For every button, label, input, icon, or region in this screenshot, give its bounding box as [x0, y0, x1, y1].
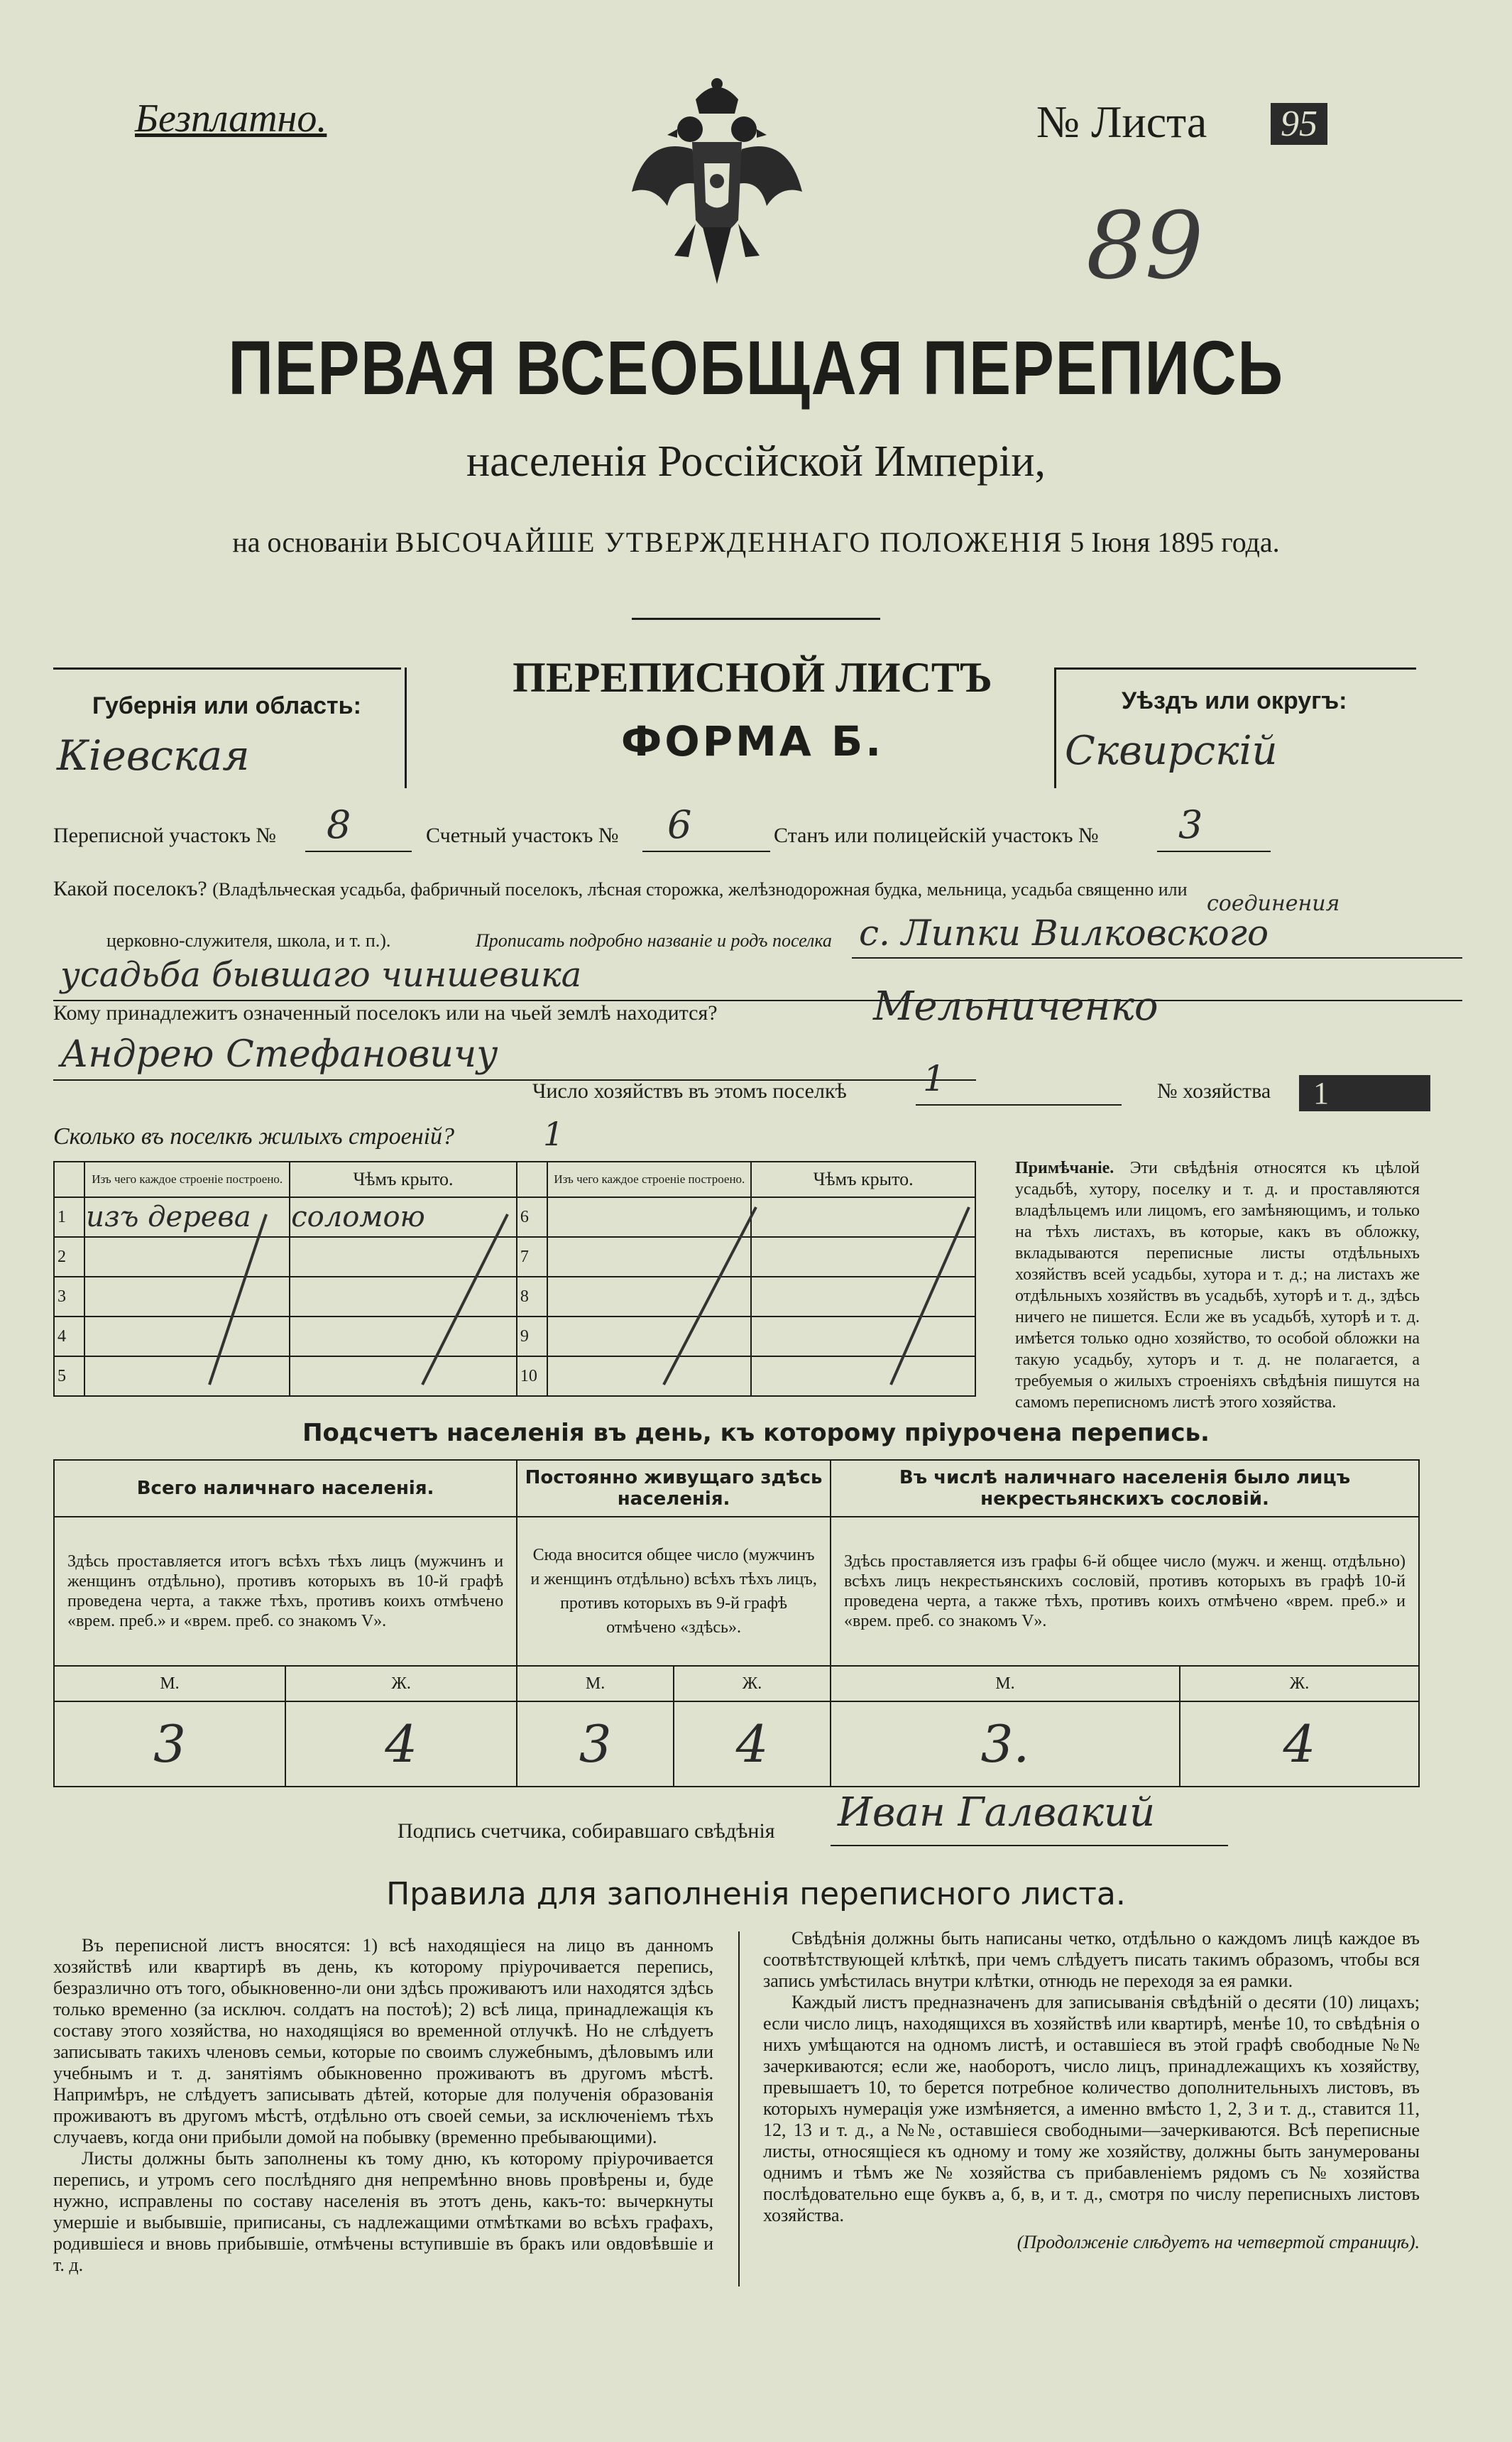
page-subtitle: населенія Россійской Имперіи, [466, 437, 1046, 486]
households-line [916, 1104, 1122, 1106]
summary-col3-desc: Здѣсь проставляется изъ графы 6-й общее число (мужч. и женщ. отдѣльно) всѣхъ лицъ некрестьянскихъ сословій, противъ которыхъ въ графѣ 10-й проведена черта, а также тѣхъ, противъ коихъ отмѣчено «врем. преб.» и «врем. преб. со знакомъ V». [831, 1517, 1419, 1666]
stan-value: 3 [1178, 802, 1203, 847]
rules-left-column [53, 1935, 713, 2276]
owner-label: Кому принадлежитъ означенный поселокъ или на чьей землѣ находится? [53, 1001, 718, 1025]
form-box-right-side [1054, 667, 1056, 788]
row-number: 9 [517, 1317, 548, 1356]
signature-value: Иван Галвакий [838, 1789, 1156, 1836]
row-number: 5 [54, 1356, 84, 1396]
note-text: Эти свѣдѣнія относятся къ цѣлой усадьбѣ, хутору, поселку и т. д. и проставляются владѣльцемъ или лицомъ, его замѣняющимъ, и только на тѣхъ листахъ, въ которые, какъ въ обложку, вкладываются переписные листы отдѣльныхъ хозяйствъ всей усадьбы, хутора и т. д.; на листахъ же отдѣльныхъ хозяйствъ въ усадьбѣ, хуторѣ и т. д., здѣсь ничего не пишется. Если же въ усадьбѣ, хуторѣ и т. д. имѣется только одно хозяйство, то особой обложки на такую усадьбу, хуторъ и т. д. не полагается, а требуемыя о жилыхъ строеніяхъ свѣдѣнія пишутся на самомъ переписномъ листѣ этого хозяйства. [1015, 1159, 1420, 1412]
note-block [1015, 1157, 1420, 1413]
households-label: Число хозяйствъ въ этомъ поселкѣ [532, 1079, 847, 1103]
settlement-value-1: с. Липки Вилковского [859, 912, 1269, 954]
note-title: Примѣчаніе. [1015, 1159, 1114, 1177]
summary-heading: Подсчетъ населенія въ день, къ которому пріурочена перепись. [302, 1419, 1210, 1447]
buildings-table-corner-right [517, 1162, 548, 1197]
rules-right-p2: Каждый листъ предназначенъ для записыванія свѣдѣній о десяти (10) лицахъ; если число лицъ, находящихся въ хозяйствѣ или квартирѣ, менѣе 10, то свѣдѣнія о нихъ умѣщаются на одномъ листѣ, и оставшіеся въ этой графѣ свободные №№ зачеркиваются; если же, наоборотъ, число лицъ, принадлежащихъ къ хозяйству, превышаетъ 10, то берется потребное количество дополнительныхъ листовъ, въ которыхъ нумерація уже измѣняется, а именно вмѣсто 1, 2, 3 и т. д., ставится 11, 12, 13 и т. д., а №№, оставшіеся свободными—зачеркиваются. Всѣ переписные листы, относящіеся къ одному и тому же хозяйству, должны быть занумерованы однимъ и тѣмъ же № хозяйства съ прибавленіемъ рядомъ съ № хозяйства послѣдовательно еще буквъ а, б, в, и т. д., смотря по числу переписныхъ листовъ хозяйства. [763, 1992, 1420, 2225]
summary-nonpeasant-m: 3. [831, 1701, 1180, 1787]
buildings-strike-marks [53, 1200, 976, 1395]
summary-table [53, 1459, 1420, 1787]
settlement-label-line [53, 877, 1188, 901]
summary-f-label: Ж. [1180, 1666, 1419, 1701]
rules-continued: (Продолженіе слѣдуетъ на четвертой страницѣ). [1017, 2232, 1420, 2252]
summary-resident-f: 4 [674, 1701, 831, 1787]
title-basis [0, 525, 1512, 559]
rules-left-p2: Листы должны быть заполнены къ тому дню, къ которому пріурочивается перепись, и утромъ сего послѣдняго дня непремѣнно вновь провѣрены и, буде нужно, исправлены по составу населенія въ этотъ день, какъ-то: вычеркнуты умершіе и выбывшіе, приписаны, съ надлежащими отмѣтками во всѣхъ графахъ, родившіеся и вновь прибывшіе, отмѣчены вступившіе въ бракъ или овдовѣвшіе и т. д. [53, 2148, 713, 2275]
summary-m-label: М. [54, 1666, 285, 1701]
rules-title: Правила для заполненія переписного листа. [386, 1876, 1126, 1912]
row-number: 2 [54, 1237, 84, 1277]
owner-value-2: Андрею Стефановичу [60, 1033, 498, 1076]
province-value: Кіевская [57, 731, 250, 780]
emblem-icon [625, 71, 809, 305]
census-district-field [53, 824, 276, 848]
row-number: 3 [54, 1277, 84, 1317]
col-roof-right: Чѣмъ крыто. [751, 1162, 975, 1197]
summary-total-m: 3 [54, 1701, 285, 1787]
summary-col1-title: Всего наличнаго населенія. [54, 1460, 517, 1517]
summary-col2-desc: Сюда вносится общее число (мужчинъ и женщинъ отдѣльно) всѣхъ тѣхъ лицъ, противъ которыхъ въ 9-й графѣ отмѣчено «здѣсь». [517, 1517, 831, 1666]
form-box-right-top [1054, 667, 1416, 670]
row-number: 7 [517, 1237, 548, 1277]
settlement-instruction: Прописать подробно названіе и родъ поселка [476, 930, 832, 951]
households-value: 1 [923, 1058, 946, 1099]
counting-district-line [642, 851, 770, 852]
col-material-left: Изъ чего каждое строеніе построено. [84, 1162, 290, 1197]
rules-left-p1: Въ переписной листъ вносятся: 1) всѣ находящіеся на лицо въ данномъ хозяйствѣ или квартирѣ въ день, къ которому пріурочивается перепись, безразлично отъ того, обыкновенно-ли они здѣсь проживаютъ или находятся здѣсь только временно (за исключ. солдатъ на постоѣ); 2) всѣ лица, принадлежащія къ составу этого хозяйства, но находящіяся во временной отлучкѣ. Но не слѣдуетъ записывать такихъ членовъ семьи, которые по своимъ служебнымъ, дѣловымъ или учебнымъ и т. д. занятіямъ обыкновенно проживаютъ въ другомъ мѣстѣ. Напримѣръ, не слѣдуетъ записывать дѣтей, которые для полученія образованія проживаютъ въ другомъ мѣстѣ, отдѣльно отъ своей семьи, за исключеніемъ тѣхъ случаевъ, когда они прибыли домой на побывку (временно пребывающими). [53, 1935, 713, 2147]
free-label: Безплатно. [135, 97, 327, 141]
sheet-title: ПЕРЕПИСНОЙ ЛИСТЪ [513, 654, 992, 701]
stan-line [1157, 851, 1271, 852]
basis-date: 5 Іюня 1895 года. [1070, 526, 1280, 558]
summary-m-label: М. [831, 1666, 1180, 1701]
summary-col3-title: Въ числѣ наличнаго населенія было лицъ некрестьянскихъ сословій. [831, 1460, 1419, 1517]
settlement-hint: (Владѣльческая усадьба, фабричный поселокъ, лѣсная сторожка, желѣзнодорожная будка, мельница, усадьба священно или [212, 879, 1188, 900]
rules-right-column [763, 1928, 1420, 2253]
basis-prefix: на основаніи [232, 526, 388, 558]
row-number: 6 [517, 1197, 548, 1237]
summary-f-label: Ж. [285, 1666, 517, 1701]
signature-line [831, 1845, 1228, 1846]
row1-roof: соломою [290, 1197, 517, 1237]
sheet-number-crossed: 95 [1271, 103, 1327, 145]
title-divider [632, 618, 880, 620]
census-district-line [305, 851, 412, 852]
sheet-number-label: № Листа [1036, 97, 1207, 147]
settlement-hint-2: церковно-служителя, школа, и т. п.). [106, 930, 391, 951]
row-number: 10 [517, 1356, 548, 1396]
col-material-right: Изъ чего каждое строеніе построено. [547, 1162, 751, 1197]
form-name: ФОРМА Б. [620, 717, 884, 765]
page-title: ПЕРВАЯ ВСЕОБЩАЯ ПЕРЕПИСЬ [228, 325, 1284, 410]
district-label: Уѣздъ или округъ: [1122, 687, 1347, 714]
settlement-label: Какой поселокъ? [53, 877, 207, 900]
row-number: 1 [54, 1197, 84, 1237]
household-no-label: № хозяйства [1157, 1079, 1271, 1103]
settlement-value-2: усадьба бывшаго чиншевика [60, 955, 582, 995]
district-value: Сквирскій [1065, 728, 1278, 774]
settlement-value-insert: соединения [1207, 891, 1340, 916]
row-number: 8 [517, 1277, 548, 1317]
summary-col1-desc: Здѣсь проставляется итогъ всѣхъ тѣхъ лицъ (мужчинъ и женщинъ отдѣльно), противъ которыхъ въ 10-й графѣ проведена черта, а также тѣхъ, противъ коихъ отмѣчено «врем. преб.» и «врем. преб. со знакомъ V». [54, 1517, 517, 1666]
buildings-label: Сколько въ поселкѣ жилыхъ строеній? [53, 1123, 455, 1150]
form-box-left-side [405, 667, 407, 788]
buildings-value: 1 [543, 1115, 564, 1153]
household-no-value: 1 [1299, 1075, 1430, 1111]
summary-col2-title: Постоянно живущаго здѣсь населенія. [517, 1460, 831, 1517]
settlement-line-1 [852, 957, 1462, 959]
counting-district-value: 6 [667, 802, 692, 847]
summary-total-f: 4 [285, 1701, 517, 1787]
form-box-left-top [53, 667, 401, 670]
rules-right-p1: Свѣдѣнія должны быть написаны четко, отдѣльно о каждомъ лицѣ каждое въ соотвѣтствующей клѣткѣ, при чемъ слѣдуетъ писать такимъ образомъ, чтобы вся запись умѣстилась внутри клѣтки, отнюдь не переходя за ея рамки. [763, 1928, 1420, 1991]
basis-caps: ВЫСОЧАЙШЕ УТВЕРЖДЕННАГО ПОЛОЖЕНІЯ [395, 526, 1063, 558]
rules-divider [738, 1931, 740, 2286]
summary-resident-m: 3 [517, 1701, 674, 1787]
owner-value-1: Мельниченко [873, 983, 1158, 1030]
buildings-table-corner [54, 1162, 84, 1197]
province-label: Губернія или область: [92, 692, 361, 719]
row1-material: изъ дерева [84, 1197, 290, 1237]
sheet-number-handwritten: 89 [1086, 192, 1204, 300]
summary-f-label: Ж. [674, 1666, 831, 1701]
census-district-value: 8 [327, 802, 351, 847]
census-district-label: Переписной участокъ № [53, 824, 276, 847]
signature-label: Подпись счетчика, собиравшаго свѣдѣнія [398, 1819, 775, 1843]
row-number: 4 [54, 1317, 84, 1356]
summary-nonpeasant-f: 4 [1180, 1701, 1419, 1787]
col-roof-left: Чѣмъ крыто. [290, 1162, 517, 1197]
summary-m-label: М. [517, 1666, 674, 1701]
counting-district-label: Счетный участокъ № [426, 824, 619, 847]
stan-label: Станъ или полицейскій участокъ № [774, 824, 1099, 847]
